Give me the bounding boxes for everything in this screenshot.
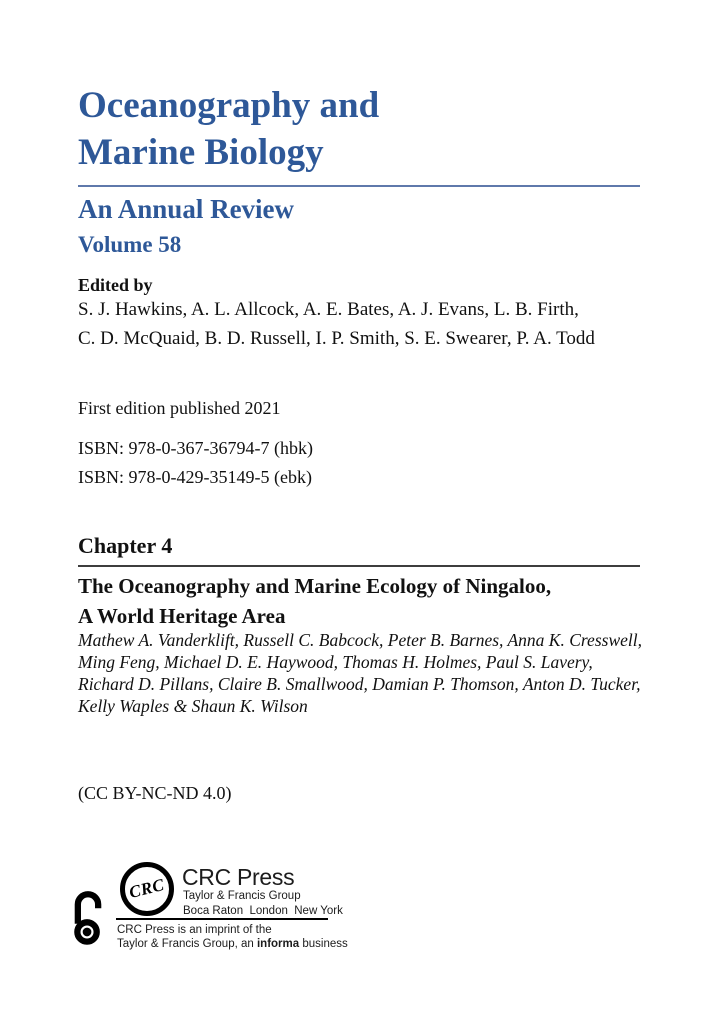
chapter-number: Chapter 4 xyxy=(78,533,173,558)
imprint-line1: CRC Press is an imprint of the xyxy=(117,924,272,936)
editors-line2: C. D. McQuaid, B. D. Russell, I. P. Smith, S. E. Swearer, P. A. Todd xyxy=(78,327,595,349)
imprint-line2 xyxy=(117,937,348,951)
imprint-line2-suffix: business xyxy=(299,938,348,950)
publisher-group: Taylor & Francis Group xyxy=(183,890,301,902)
chapter-title-line2: A World Heritage Area xyxy=(78,604,286,628)
open-access-icon xyxy=(72,888,104,946)
crc-logo-icon xyxy=(120,862,174,916)
editor-list xyxy=(78,296,595,353)
chapter-author-list xyxy=(78,629,642,717)
publisher-name: CRC Press xyxy=(182,864,295,890)
imprint-divider-rule xyxy=(116,918,328,920)
book-title-line1: Oceanography and xyxy=(78,85,380,126)
book-title xyxy=(78,82,379,176)
edition-note: First edition published 2021 xyxy=(78,398,281,418)
chapter-title-line1: The Oceanography and Marine Ecology of Ningaloo, xyxy=(78,574,552,598)
publisher-cities: Boca Raton London New York xyxy=(183,905,343,917)
chapter-title xyxy=(78,571,551,631)
chapter-authors-line4: Kelly Waples & Shaun K. Wilson xyxy=(78,696,308,716)
license-note: (CC BY-NC-ND 4.0) xyxy=(78,783,232,803)
imprint-line2-informa: informa xyxy=(256,938,300,950)
title-divider-rule xyxy=(78,185,640,187)
volume-label: Volume 58 xyxy=(78,232,182,257)
book-title-line2: Marine Biology xyxy=(78,132,324,173)
chapter-authors-line3: Richard D. Pillans, Claire B. Smallwood, Damian P. Thomson, Anton D. Tucker, xyxy=(78,674,641,694)
isbn-hbk: ISBN: 978-0-367-36794-7 (hbk) xyxy=(78,438,313,458)
book-subtitle: An Annual Review xyxy=(78,194,295,224)
isbn-ebk: ISBN: 978-0-429-35149-5 (ebk) xyxy=(78,467,312,487)
chapter-authors-line1: Mathew A. Vanderklift, Russell C. Babcock, Peter B. Barnes, Anna K. Cresswell, xyxy=(78,630,642,650)
crc-monogram-text: CRC xyxy=(127,874,167,903)
editors-line1: S. J. Hawkins, A. L. Allcock, A. E. Bates, A. J. Evans, L. B. Firth, xyxy=(78,299,579,320)
isbn-block xyxy=(78,434,313,492)
edited-by-label: Edited by xyxy=(78,275,153,295)
imprint-line2-prefix: Taylor & Francis Group, an xyxy=(117,938,257,950)
chapter-divider-rule xyxy=(78,565,640,567)
chapter-authors-line2: Ming Feng, Michael D. E. Haywood, Thomas H. Holmes, Paul S. Lavery, xyxy=(78,652,593,672)
